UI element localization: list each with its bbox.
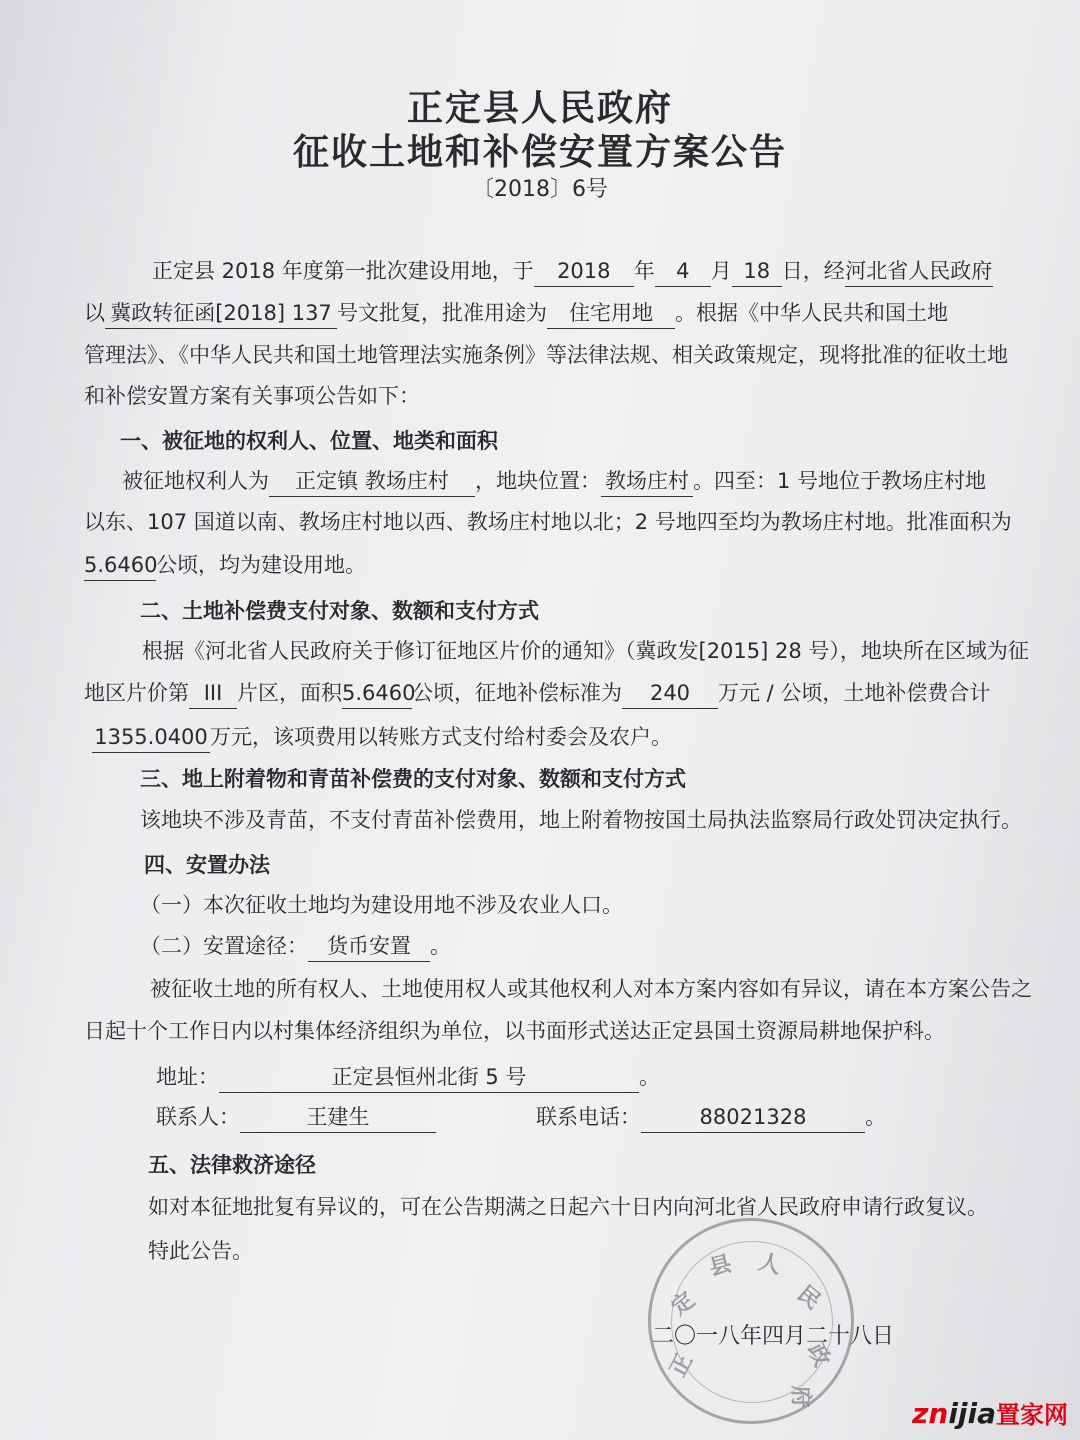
- filled-address: 正定县恒州北街 5 号: [219, 1062, 639, 1093]
- filled-approval-doc: 冀政转征函[2018] 137: [105, 298, 337, 329]
- watermark-brand-red: zn: [912, 1397, 949, 1430]
- section3-text: 该地块不涉及青苗，不支付青苗补偿费用，地上附着物按国土局执法监察局行政处罚决定执行。: [140, 808, 1022, 832]
- section1-line-2: 以东、107 国道以南、教场庄村地以西、教场庄村地以北；2 号地四至均为教场庄村地。批准面积为: [84, 510, 1012, 534]
- objection-line-1: 被征收土地的所有权人、土地使用权人或其他权利人对本方案内容如有异议，请在本方案公告之: [150, 977, 1032, 1001]
- seal-char: 政: [802, 1340, 835, 1371]
- intro-line-2: 以 冀政转征函[2018] 137 号文批复，批准用途为 住宅用地 。根据《中华人民共和国土地: [84, 298, 948, 329]
- seal-char: 人: [755, 1249, 784, 1280]
- filled-land-owner: 正定镇 教场庄村: [269, 466, 475, 497]
- section2-heading: 二、土地补偿费支付对象、数额和支付方式: [140, 599, 539, 623]
- official-seal: [648, 1218, 854, 1424]
- section1-heading: 一、被征地的权利人、位置、地类和面积: [120, 429, 498, 453]
- filled-total: 1355.0400: [92, 722, 210, 753]
- filled-contact-person: 王建生: [240, 1102, 436, 1133]
- section4-item-2: （二）安置途径： 货币安置 。: [140, 931, 451, 962]
- document-date: 二〇一八年四月二十八日: [652, 1324, 895, 1349]
- section5-text: 如对本征地批复有异议的，可在公告期满之日起六十日内向河北省人民政府申请行政复议。: [148, 1195, 988, 1219]
- section4-item-1: （一）本次征收土地均为建设用地不涉及农业人口。: [140, 893, 623, 917]
- section3-heading: 三、地上附着物和青苗补偿费的支付对象、数额和支付方式: [140, 767, 686, 791]
- intro-line-3: 管理法》、《中华人民共和国土地管理法实施条例》等法律法规、相关政策规定，现将批准的征收土地: [84, 343, 1008, 367]
- document-number: 〔2018〕6号: [472, 177, 608, 202]
- phone-line: 联系电话： 88021328 。: [536, 1102, 886, 1133]
- filled-day: 18: [732, 256, 782, 287]
- objection-line-2: 日起十个工作日内以村集体经济组织为单位，以书面形式送达正定县国土资源局耕地保护科。: [84, 1019, 945, 1043]
- filled-rate: 240: [622, 678, 718, 709]
- seal-char: 民: [792, 1281, 826, 1315]
- document-title-line1: 正定县人民政府: [406, 88, 673, 129]
- intro-line-4: 和补偿安置方案有关事项公告如下：: [84, 384, 420, 408]
- watermark-brand-cn: 置家网: [996, 1401, 1068, 1429]
- filled-year: 2018: [534, 256, 634, 287]
- section5-heading: 五、法律救济途径: [148, 1153, 316, 1177]
- filled-area: 5.6460: [84, 550, 156, 581]
- section2-line-2: 地区片价第 III 片区，面积5.6460公顷，征地补偿标准为 240 万元 / 公顷，土地补偿费合计: [84, 678, 990, 709]
- filled-approver: 河北省人民政府: [845, 256, 993, 287]
- filled-zone: III: [189, 678, 237, 709]
- watermark-brand-dark: ijia: [948, 1397, 996, 1430]
- document-title-line2: 征收土地和补偿安置方案公告: [292, 132, 787, 173]
- seal-char: 定: [666, 1287, 700, 1321]
- seal-char: 县: [706, 1251, 735, 1282]
- seal-char: 府: [787, 1385, 813, 1408]
- filled-month: 4: [655, 256, 711, 287]
- filled-resettlement-method: 货币安置: [308, 931, 430, 962]
- closing-text: 特此公告。: [148, 1239, 253, 1263]
- filled-area-2: 5.6460: [342, 678, 412, 709]
- site-watermark: [912, 1395, 1068, 1430]
- intro-line-1: 正定县 2018 年度第一批次建设用地，于 2018 年 4 月 18 日，经河北省人民政府: [152, 256, 993, 287]
- section4-heading: 四、安置办法: [144, 853, 270, 877]
- address-line: 地址： 正定县恒州北街 5 号 。: [156, 1062, 660, 1093]
- section1-line-3: 5.6460公顷，均为建设用地。: [84, 550, 366, 581]
- contact-line: 联系人： 王建生: [156, 1102, 436, 1133]
- section2-line-3: 1355.0400 万元，该项费用以转账方式支付给村委会及农户。: [92, 722, 672, 753]
- section1-line-1: 被征地权利人为 正定镇 教场庄村 ，地块位置： 教场庄村 。四至：1 号地位于教场庄村地: [122, 466, 986, 497]
- seal-char: 正: [665, 1349, 698, 1382]
- filled-phone: 88021328: [641, 1102, 865, 1133]
- filled-usage: 住宅用地: [547, 298, 675, 329]
- section2-line-1: 根据《河北省人民政府关于修订征地区片价的通知》（冀政发[2015] 28 号），地块所在区域为征: [142, 639, 1029, 663]
- filled-land-location: 教场庄村: [601, 466, 693, 497]
